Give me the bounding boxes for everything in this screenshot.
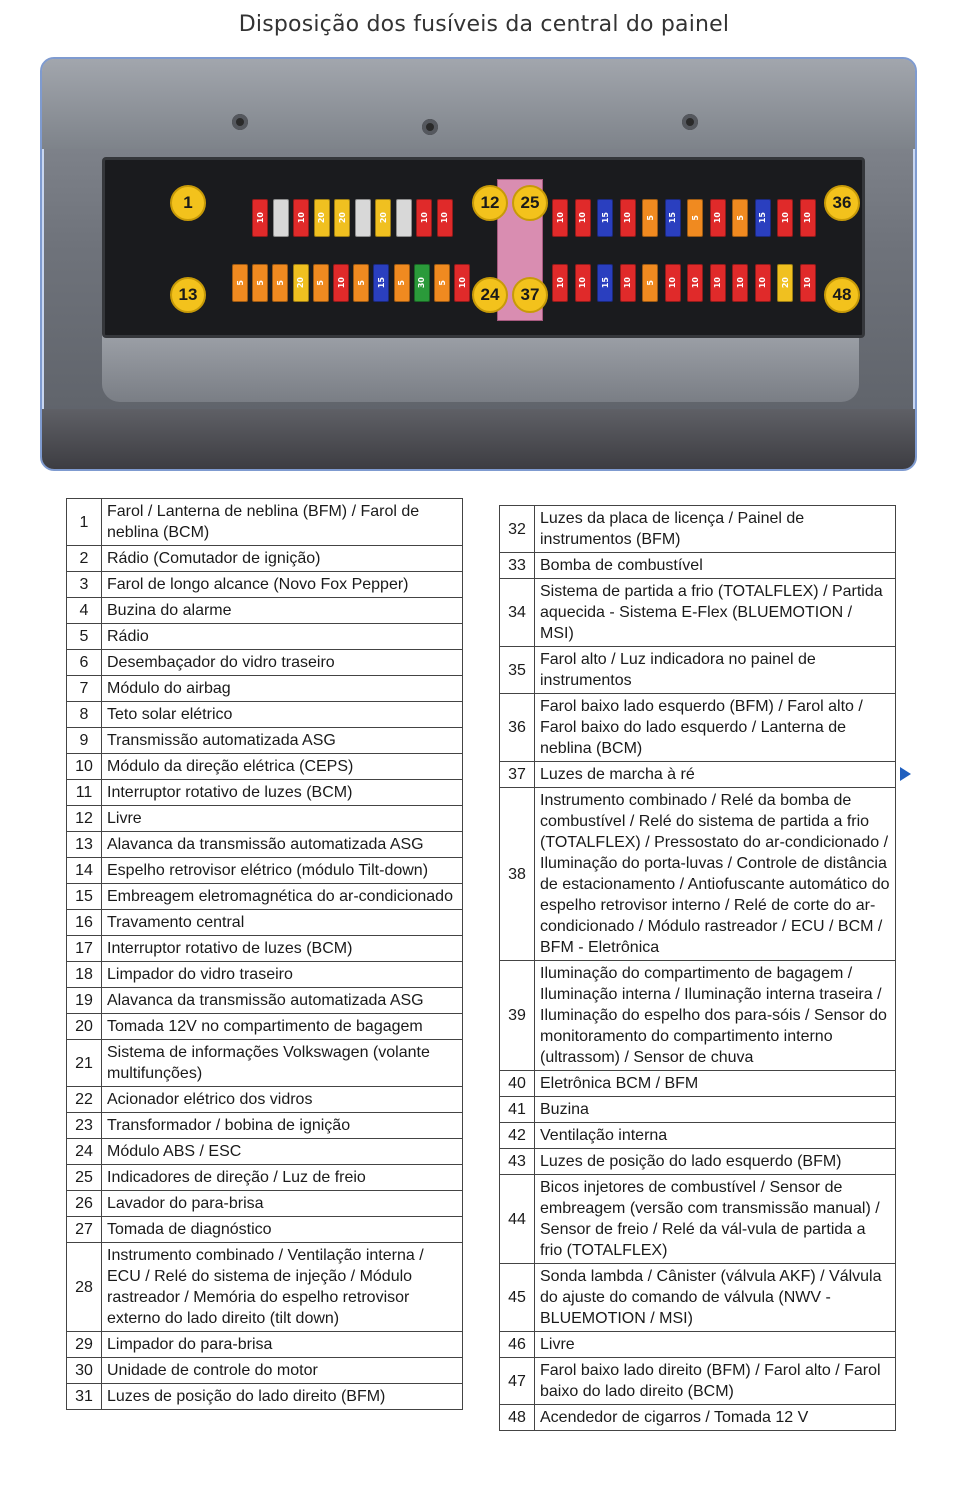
fuse (314, 199, 330, 237)
fuse-rating: 10 (336, 277, 346, 289)
fuse-rating: 10 (713, 212, 722, 224)
fuse-number: 21 (67, 1040, 102, 1087)
fuse-number: 14 (67, 858, 102, 884)
table-row (500, 1175, 896, 1264)
table-row (500, 1358, 896, 1405)
fuse-description: Interruptor rotativo de luzes (BCM) (102, 936, 463, 962)
fuse (687, 264, 703, 302)
fuse (232, 264, 248, 302)
fuse-rating: 5 (275, 280, 285, 286)
fuse-number: 47 (500, 1358, 535, 1405)
fuse-description: Limpador do para-brisa (102, 1332, 463, 1358)
table-row (67, 1384, 463, 1410)
fuse-number: 4 (67, 598, 102, 624)
fuse-rating: 5 (235, 280, 245, 286)
callout-fuse-24: 24 (472, 277, 508, 313)
table-row (500, 1149, 896, 1175)
fuse-description: Iluminação do compartimento de bagagem / Iluminação interna / Iluminação interna traseira / Iluminação do espelho dos para-sóis / Sensor do monitoramento do compartimento interno (ultrassom) / Sensor de chuva (535, 961, 896, 1071)
fuse-description: Luzes de marcha à ré (535, 762, 896, 788)
fuse-description: Acionador elétrico dos vidros (102, 1087, 463, 1113)
fuse-description: Módulo da direção elétrica (CEPS) (102, 754, 463, 780)
fuse-number: 30 (67, 1358, 102, 1384)
fuse-description: Unidade de controle do motor (102, 1358, 463, 1384)
fuse (552, 264, 568, 302)
table-row (500, 553, 896, 579)
fuse-description: Farol baixo lado direito (BFM) / Farol alto / Farol baixo do lado direito (BCM) (535, 1358, 896, 1405)
fuse-number: 17 (67, 936, 102, 962)
fuse-rating: 20 (317, 212, 326, 224)
fuse-rating: 10 (457, 277, 467, 289)
fuse (597, 199, 613, 237)
fuse-description: Desembaçador do vidro traseiro (102, 650, 463, 676)
fuse (732, 264, 748, 302)
fuse (373, 264, 389, 302)
fuse-description: Transmissão automatizada ASG (102, 728, 463, 754)
fuse-description: Instrumento combinado / Ventilação interna / ECU / Relé do sistema de injeção / Módulo rastreador / Memória do espelho retrovisor externo do lado direito (tilt down) (102, 1243, 463, 1332)
fuse-description: Lavador do para-brisa (102, 1191, 463, 1217)
fuse-number: 22 (67, 1087, 102, 1113)
table-row (67, 572, 463, 598)
fuse (396, 199, 412, 237)
fuse-rating: 5 (397, 280, 407, 286)
table-row (500, 1071, 896, 1097)
fuse-rating: 5 (437, 280, 447, 286)
fuse-description: Instrumento combinado / Relé da bomba de combustível / Relé do sistema de partida a frio (TOTALFLEX) / Pressostato do ar-condicionado / Iluminação do porta-luvas / Controle de distância de estacionamento / Antiofuscante automático do espelho retrovisor interno / Relé de corte do ar-condicionado / Módulo rastreador / ECU / BCM / BFM - Eletrônica (535, 788, 896, 961)
fuse-description: Alavanca da transmissão automatizada ASG (102, 832, 463, 858)
fuse-description: Embreagem eletromagnética do ar-condicionado (102, 884, 463, 910)
fusebox-cover-lip (102, 332, 859, 402)
fuse-number: 28 (67, 1243, 102, 1332)
fuse-rating: 15 (758, 212, 767, 224)
fuse-number: 2 (67, 546, 102, 572)
fuse (416, 199, 432, 237)
callout-fuse-1: 1 (170, 185, 206, 221)
fuse-description: Limpador do vidro traseiro (102, 962, 463, 988)
fuse-description: Espelho retrovisor elétrico (módulo Tilt-down) (102, 858, 463, 884)
fuse-number: 20 (67, 1014, 102, 1040)
fuse-description: Bomba de combustível (535, 553, 896, 579)
table-row (67, 624, 463, 650)
fuse-number: 45 (500, 1264, 535, 1332)
fuse-description: Sonda lambda / Cânister (válvula AKF) / Válvula do ajuste do comando de válvula (NWV - BLUEMOTION / MSI) (535, 1264, 896, 1332)
fuse-rating: 10 (255, 212, 265, 224)
fuse (777, 199, 793, 237)
fuse-rating: 10 (578, 212, 587, 224)
fuse-rating: 10 (623, 277, 632, 289)
fuse-rating: 10 (555, 277, 565, 289)
fuse (437, 199, 453, 237)
fuse (353, 264, 369, 302)
fuse (272, 264, 288, 302)
fuse-number: 32 (500, 506, 535, 553)
fuse-description: Tomada 12V no compartimento de bagagem (102, 1014, 463, 1040)
fuse-number: 15 (67, 884, 102, 910)
fuse-rating: 10 (803, 277, 812, 289)
table-row (67, 650, 463, 676)
fuse-rating: 5 (356, 280, 366, 286)
fuse-rating: 10 (758, 277, 767, 289)
fuse-description: Livre (535, 1332, 896, 1358)
footwell-carpet (42, 409, 915, 469)
fuse-number: 9 (67, 728, 102, 754)
fuse-number: 40 (500, 1071, 535, 1097)
fuse-description: Luzes de posição do lado direito (BFM) (102, 1384, 463, 1410)
table-row (67, 499, 463, 546)
fuse (375, 199, 391, 237)
table-row (67, 1113, 463, 1139)
fuse-rating: 5 (645, 215, 655, 221)
fuse-rating: 10 (735, 277, 745, 289)
fuse-rating: 5 (690, 215, 700, 221)
page-title: Disposição dos fusíveis da central do painel (238, 12, 730, 37)
fuse (665, 199, 681, 237)
fuse-description: Luzes de posição do lado esquerdo (BFM) (535, 1149, 896, 1175)
fuse-number: 48 (500, 1405, 535, 1431)
fuse-number: 33 (500, 553, 535, 579)
fuse (355, 199, 371, 237)
fuse-number: 19 (67, 988, 102, 1014)
fuse-number: 18 (67, 962, 102, 988)
fuse-number: 46 (500, 1332, 535, 1358)
fuse (800, 199, 816, 237)
callout-fuse-25: 25 (512, 185, 548, 221)
table-row (500, 1123, 896, 1149)
table-row (500, 1264, 896, 1332)
fuse-rating: 10 (623, 212, 632, 224)
table-row (67, 936, 463, 962)
table-row (500, 1405, 896, 1431)
fuse-number: 1 (67, 499, 102, 546)
table-row (500, 788, 896, 961)
screw-icon (682, 114, 698, 130)
fuse-rating: 10 (419, 212, 429, 224)
fuse-description: Sistema de informações Volkswagen (volante multifunções) (102, 1040, 463, 1087)
fuse-number: 8 (67, 702, 102, 728)
fuse-description: Alavanca da transmissão automatizada ASG (102, 988, 463, 1014)
fuse-rating: 5 (255, 280, 265, 286)
fuse-number: 26 (67, 1191, 102, 1217)
fuse (334, 199, 350, 237)
fuse-table-right (499, 505, 896, 1431)
fuse-rating: 15 (600, 277, 610, 289)
callout-fuse-48: 48 (824, 277, 860, 313)
fuse-rating: 10 (555, 212, 565, 224)
fuse-rating: 10 (440, 212, 449, 224)
table-row (67, 676, 463, 702)
fuse-rating: 5 (645, 280, 655, 286)
fuse (313, 264, 329, 302)
table-row (67, 884, 463, 910)
fuse-description: Módulo ABS / ESC (102, 1139, 463, 1165)
screw-icon (422, 119, 438, 135)
fuse (755, 264, 771, 302)
fuse-description: Teto solar elétrico (102, 702, 463, 728)
table-row (67, 1014, 463, 1040)
table-row (67, 988, 463, 1014)
fuse-description: Acendedor de cigarros / Tomada 12 V (535, 1405, 896, 1431)
table-row (67, 1165, 463, 1191)
fuse-description: Livre (102, 806, 463, 832)
fuse-number: 42 (500, 1123, 535, 1149)
callout-fuse-12: 12 (472, 185, 508, 221)
fuse (252, 199, 268, 237)
fuse (710, 264, 726, 302)
fuse-rating: 15 (376, 277, 386, 289)
fuse-rating: 10 (803, 212, 812, 224)
fuse-number: 34 (500, 579, 535, 647)
fuse (687, 199, 703, 237)
table-row (500, 579, 896, 647)
fuse-description: Buzina do alarme (102, 598, 463, 624)
fuse (252, 264, 268, 302)
fuse (273, 199, 289, 237)
table-row (67, 1139, 463, 1165)
fuse-number: 16 (67, 910, 102, 936)
fuse (800, 264, 816, 302)
fuse-rating: 5 (316, 280, 326, 286)
fuse-description: Buzina (535, 1097, 896, 1123)
fuse-description: Módulo do airbag (102, 676, 463, 702)
table-row (500, 694, 896, 762)
fuse-description: Farol alto / Luz indicadora no painel de instrumentos (535, 647, 896, 694)
table-row (500, 1097, 896, 1123)
fuse-description: Rádio (Comutador de ignição) (102, 546, 463, 572)
screw-icon (232, 114, 248, 130)
fuse-number: 11 (67, 780, 102, 806)
fuse-rating: 10 (578, 277, 587, 289)
fuse-rating: 15 (600, 212, 610, 224)
fuse (710, 199, 726, 237)
fuse (293, 199, 309, 237)
fuse-description: Transformador / bobina de ignição (102, 1113, 463, 1139)
fuse (434, 264, 450, 302)
table-row (67, 754, 463, 780)
fuse-description: Farol de longo alcance (Novo Fox Pepper) (102, 572, 463, 598)
table-row (67, 1332, 463, 1358)
fuse-description: Tomada de diagnóstico (102, 1217, 463, 1243)
callout-fuse-13: 13 (170, 277, 206, 313)
table-row (67, 728, 463, 754)
fuse-description: Farol / Lanterna de neblina (BFM) / Farol de neblina (BCM) (102, 499, 463, 546)
fuse-number: 43 (500, 1149, 535, 1175)
fuse-number: 10 (67, 754, 102, 780)
table-row (67, 1243, 463, 1332)
table-row (67, 1087, 463, 1113)
fuse-rating: 10 (690, 277, 700, 289)
fuse-number: 37 (500, 762, 535, 788)
continue-arrow-icon (900, 767, 911, 781)
dashboard-underside (42, 59, 915, 149)
fuse-number: 27 (67, 1217, 102, 1243)
table-row (67, 910, 463, 936)
table-row (67, 598, 463, 624)
table-row (500, 762, 896, 788)
fuse-rating: 15 (668, 212, 677, 224)
fuse-number: 23 (67, 1113, 102, 1139)
fuse-number: 39 (500, 961, 535, 1071)
fuse (552, 199, 568, 237)
fuse-description: Bicos injetores de combustível / Sensor de embreagem (versão com transmissão manual) / Sensor de freio / Relé da vál-vula de partida a frio (TOTALFLEX) (535, 1175, 896, 1264)
fuse-number: 38 (500, 788, 535, 961)
fuse-description: Rádio (102, 624, 463, 650)
fuse-rating: 10 (668, 277, 677, 289)
fuse-number: 41 (500, 1097, 535, 1123)
fuse (575, 264, 591, 302)
table-row (67, 1191, 463, 1217)
fuse-number: 12 (67, 806, 102, 832)
fuse (597, 264, 613, 302)
table-row (67, 858, 463, 884)
fuse (642, 264, 658, 302)
fuse-description: Luzes da placa de licença / Painel de instrumentos (BFM) (535, 506, 896, 553)
fuse-rating: 20 (296, 277, 306, 289)
fuse (620, 199, 636, 237)
fuse-number: 7 (67, 676, 102, 702)
table-row (67, 832, 463, 858)
fuse-description: Eletrônica BCM / BFM (535, 1071, 896, 1097)
fuse-rating: 10 (780, 212, 790, 224)
fuse-rating: 10 (713, 277, 722, 289)
fuse-rating: 20 (780, 277, 790, 289)
fuse (755, 199, 771, 237)
fuse-number: 5 (67, 624, 102, 650)
fuse-description: Ventilação interna (535, 1123, 896, 1149)
fuse-description: Sistema de partida a frio (TOTALFLEX) / Partida aquecida - Sistema E-Flex (BLUEMOTION / MSI) (535, 579, 896, 647)
callout-fuse-37: 37 (512, 277, 548, 313)
fuse-description: Farol baixo lado esquerdo (BFM) / Farol alto / Farol baixo do lado esquerdo / Lanterna de neblina (BCM) (535, 694, 896, 762)
table-row (500, 1332, 896, 1358)
fuse-number: 31 (67, 1384, 102, 1410)
fuse-panel-photo (40, 57, 917, 471)
table-row (67, 962, 463, 988)
fuse-number: 35 (500, 647, 535, 694)
fuse-number: 24 (67, 1139, 102, 1165)
fuse (394, 264, 410, 302)
table-row (67, 1217, 463, 1243)
table-row (67, 1040, 463, 1087)
table-row (67, 1358, 463, 1384)
fuse-rating: 10 (296, 212, 306, 224)
fuse-number: 3 (67, 572, 102, 598)
fuse (642, 199, 658, 237)
fuse (293, 264, 309, 302)
table-row (67, 546, 463, 572)
fuse (575, 199, 591, 237)
fuse-number: 25 (67, 1165, 102, 1191)
fuse-rating: 30 (417, 277, 427, 289)
fuse-number: 29 (67, 1332, 102, 1358)
table-row (500, 506, 896, 553)
fuse-number: 13 (67, 832, 102, 858)
fuse (777, 264, 793, 302)
fuse-number: 6 (67, 650, 102, 676)
callout-fuse-36: 36 (824, 185, 860, 221)
fuse (665, 264, 681, 302)
fuse-rating: 20 (378, 212, 388, 224)
fuse-description: Interruptor rotativo de luzes (BCM) (102, 780, 463, 806)
fuse-description: Indicadores de direção / Luz de freio (102, 1165, 463, 1191)
fuse-table-left (66, 498, 463, 1410)
fuse (414, 264, 430, 302)
fuse-number: 36 (500, 694, 535, 762)
table-row (67, 806, 463, 832)
fuse (620, 264, 636, 302)
table-row (500, 647, 896, 694)
fuse (732, 199, 748, 237)
fuse-rating: 20 (337, 212, 347, 224)
fuse-rating: 5 (735, 215, 745, 221)
table-row (67, 780, 463, 806)
fuse-description: Travamento central (102, 910, 463, 936)
fuse (454, 264, 470, 302)
table-row (500, 961, 896, 1071)
table-row (67, 702, 463, 728)
fuse (333, 264, 349, 302)
fuse-number: 44 (500, 1175, 535, 1264)
